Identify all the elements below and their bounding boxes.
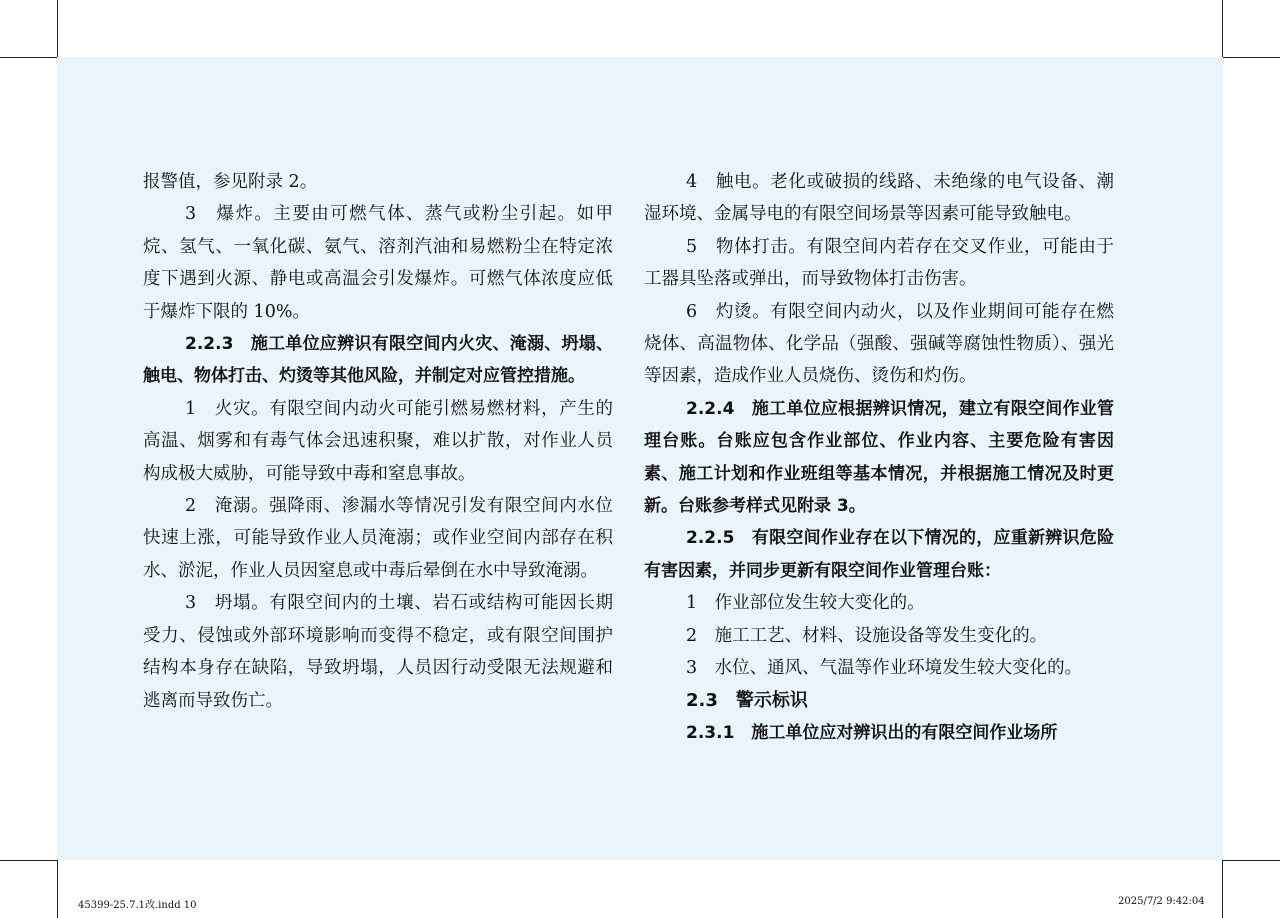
paragraph-fire: 1 火灾。有限空间内动火可能引燃易燃材料，产生的高温、烟雾和有毒气体会迅速积聚，难以扩散，对作业人员构成极大威胁，可能导致中毒和窒息事故。 xyxy=(143,398,613,484)
clause-2-2-5: 2.2.5 有限空间作业存在以下情况的，应重新辨识危险有害因素，并同步更新有限空间作业管理台账： xyxy=(644,528,1114,581)
crop-mark-top-right-h xyxy=(1223,57,1280,58)
paragraph-burns: 6 灼烫。有限空间内动火，以及作业期间可能存在燃烧体、高温物体、化学品（强酸、强碱等腐蚀性物质）、强光等因素，造成作业人员烧伤、烫伤和灼伤。 xyxy=(644,301,1114,387)
list-item-2: 2 施工工艺、材料、设施设备等发生变化的。 xyxy=(686,625,1048,646)
clause-2-3-1: 2.3.1 施工单位应对辨识出的有限空间作业场所 xyxy=(686,722,1058,743)
clause-2-2-4: 2.2.4 施工单位应根据辨识情况，建立有限空间作业管理台账。台账应包含作业部位、作业内容、主要危险有害因素、施工计划和作业班组等基本情况，并根据施工情况及时更新。台账参考样式见附录 3。 xyxy=(644,398,1114,517)
crop-mark-top-left-v xyxy=(57,0,58,57)
crop-mark-bottom-right-h xyxy=(1223,860,1280,861)
section-heading-2-3: 2.3 警示标识 xyxy=(686,689,808,711)
paragraph-explosion: 3 爆炸。主要由可燃气体、蒸气或粉尘引起。如甲烷、氢气、一氧化碳、氨气、溶剂汽油和易燃粉尘在特定浓度下遇到火源、静电或高温会引发爆炸。可燃气体浓度应低于爆炸下限的 10%。 xyxy=(143,204,613,322)
clause-2-2-3: 2.2.3 施工单位应辨识有限空间内火灾、淹溺、坍塌、触电、物体打击、灼烫等其他风险，并制定对应管控措施。 xyxy=(143,334,613,387)
crop-mark-bottom-left-v xyxy=(57,860,58,918)
paragraph-alarm-value: 报警值，参见附录 2。 xyxy=(143,172,318,192)
paragraph-object-strike: 5 物体打击。有限空间内若存在交叉作业，可能由于工器具坠落或弹出，而导致物体打击伤害。 xyxy=(644,236,1114,290)
right-column xyxy=(644,166,1114,749)
paragraph-drowning: 2 淹溺。强降雨、渗漏水等情况引发有限空间内水位快速上涨，可能导致作业人员淹溺；或作业空间内部存在积水、淤泥，作业人员因窒息或中毒后晕倒在水中导致淹溺。 xyxy=(143,496,613,581)
left-column xyxy=(143,166,613,717)
crop-mark-top-left-h xyxy=(0,57,57,58)
footer-file-name: 45399-25.7.1改.indd 10 xyxy=(78,900,197,911)
list-item-1: 1 作业部位发生较大变化的。 xyxy=(686,593,925,614)
list-item-3: 3 水位、通风、气温等作业环境发生较大变化的。 xyxy=(686,658,1083,679)
paragraph-electric-shock: 4 触电。老化或破损的线路、未绝缘的电气设备、潮湿环境、金属导电的有限空间场景等因素可能导致触电。 xyxy=(644,172,1114,225)
paragraph-collapse: 3 坍塌。有限空间内的土壤、岩石或结构可能因长期受力、侵蚀或外部环境影响而变得不稳定，或有限空间围护结构本身存在缺陷，导致坍塌，人员因行动受限无法规避和逃离而导致伤亡。 xyxy=(143,593,613,711)
crop-mark-bottom-left-h xyxy=(0,860,57,861)
crop-mark-bottom-right-v xyxy=(1222,860,1223,918)
footer-timestamp: 2025/7/2 9:42:04 xyxy=(1118,896,1205,907)
crop-mark-top-right-v xyxy=(1222,0,1223,57)
